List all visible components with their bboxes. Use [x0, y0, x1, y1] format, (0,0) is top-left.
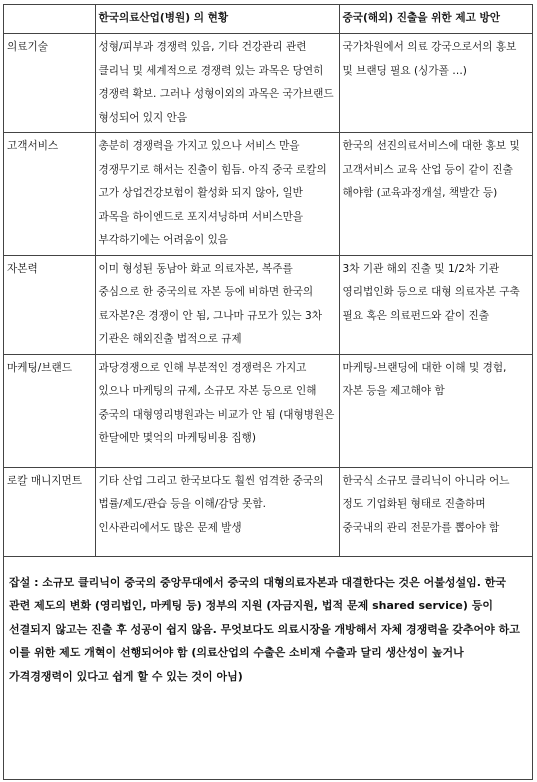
table-row — [4, 133, 532, 256]
table-row — [4, 34, 532, 133]
row-category: 고객서비스 — [4, 133, 95, 256]
row-category: 마케팅/브랜드 — [4, 354, 95, 467]
table-header-row — [4, 5, 532, 34]
row-improvement-plan: 국가차원에서 의료 강국으로서의 홍보 및 브랜딩 필요 (싱가폴 …) — [339, 34, 532, 133]
header-category — [4, 5, 95, 34]
row-improvement-plan: 한국식 소규모 클리닉이 아니라 어느 정도 기업화된 형태로 진출하며 중국내의 관리 전문가를 뽑아야 함 — [339, 467, 532, 556]
table-row — [4, 467, 532, 556]
comparison-table — [4, 5, 532, 557]
table-row — [4, 255, 532, 354]
document-sheet — [3, 4, 533, 780]
row-category: 자본력 — [4, 255, 95, 354]
row-current-status: 이미 형성된 동남아 화교 의료자본, 복주를 중심으로 한 중국의료 자본 등에 비하면 한국의 료자본?은 경쟁이 안 됨, 그나마 규모가 있는 3차 기관은 해외진출 법적으로 규제 — [95, 255, 339, 354]
row-improvement-plan: 한국의 선진의료서비스에 대한 홍보 및 고객서비스 교육 산업 등이 같이 진출 해야함 (교육과정개설, 책발간 등) — [339, 133, 532, 256]
row-current-status: 기타 산업 그리고 한국보다도 훨씬 엄격한 중국의 법률/제도/관습 등을 이해/감당 못함. 인사관리에서도 많은 문제 발생 — [95, 467, 339, 556]
header-current-status: 한국의료산업(병원) 의 현황 — [95, 5, 339, 34]
row-current-status: 과당경쟁으로 인해 부분적인 경쟁력은 가지고 있으나 마케팅의 규제, 소규모 자본 등으로 인해 중국의 대형영리병원과는 비교가 안 됨 (대형병원은 한달에만 몇억의 마케팅비용 집행) — [95, 354, 339, 467]
row-current-status: 성형/피부과 경쟁력 있음, 기타 건강관리 관련 클리닉 및 세계적으로 경쟁력 있는 과목은 당연히 경쟁력 확보. 그러나 성형이외의 과목은 국가브랜드 형성되어 있지 안음 — [95, 34, 339, 133]
table-row — [4, 354, 532, 467]
closing-note: 잡설 : 소규모 클리닉이 중국의 중앙무대에서 중국의 대형의료자본과 대결한다는 것은 어불성설임. 한국 관련 제도의 변화 (영리법인, 마케팅 등) 정부의 지원 (자금지원, 법적 문제 shared service) 등이 선결되지 않고는 진출 후 성공이 쉽지 않음. 무엇보다도 의료시장을 개방해서 자체 경쟁력을 갖추어야 하고 이를 위한 제도 개혁이 선행되어야 함 (의료산업의 수출은 소비재 수출과 달리 생산성이 높거나 가격경쟁력이 있다고 쉽게 할 수 있는 것이 아님) — [9, 575, 520, 683]
header-improvement-plan: 중국(해외) 진출을 위한 제고 방안 — [339, 5, 532, 34]
row-category: 로칼 매니지먼트 — [4, 467, 95, 556]
row-improvement-plan: 3차 기관 해외 진출 및 1/2차 기관 영리법인화 등으로 대형 의료자본 구축 필요 혹은 의료펀드와 같이 진출 — [339, 255, 532, 354]
row-improvement-plan: 마케팅-브랜딩에 대한 이해 및 경험, 자본 등을 제고해야 함 — [339, 354, 532, 467]
row-category: 의료기술 — [4, 34, 95, 133]
row-current-status: 총분히 경쟁력을 가지고 있으나 서비스 만을 경쟁무기로 해서는 진출이 힘듬. 아직 중국 로칼의 고가 상업건강보험이 활성화 되지 않아, 일반 과목을 하이엔드로 포지셔닝하며 서비스만을 부각하기에는 어려움이 있음 — [95, 133, 339, 256]
